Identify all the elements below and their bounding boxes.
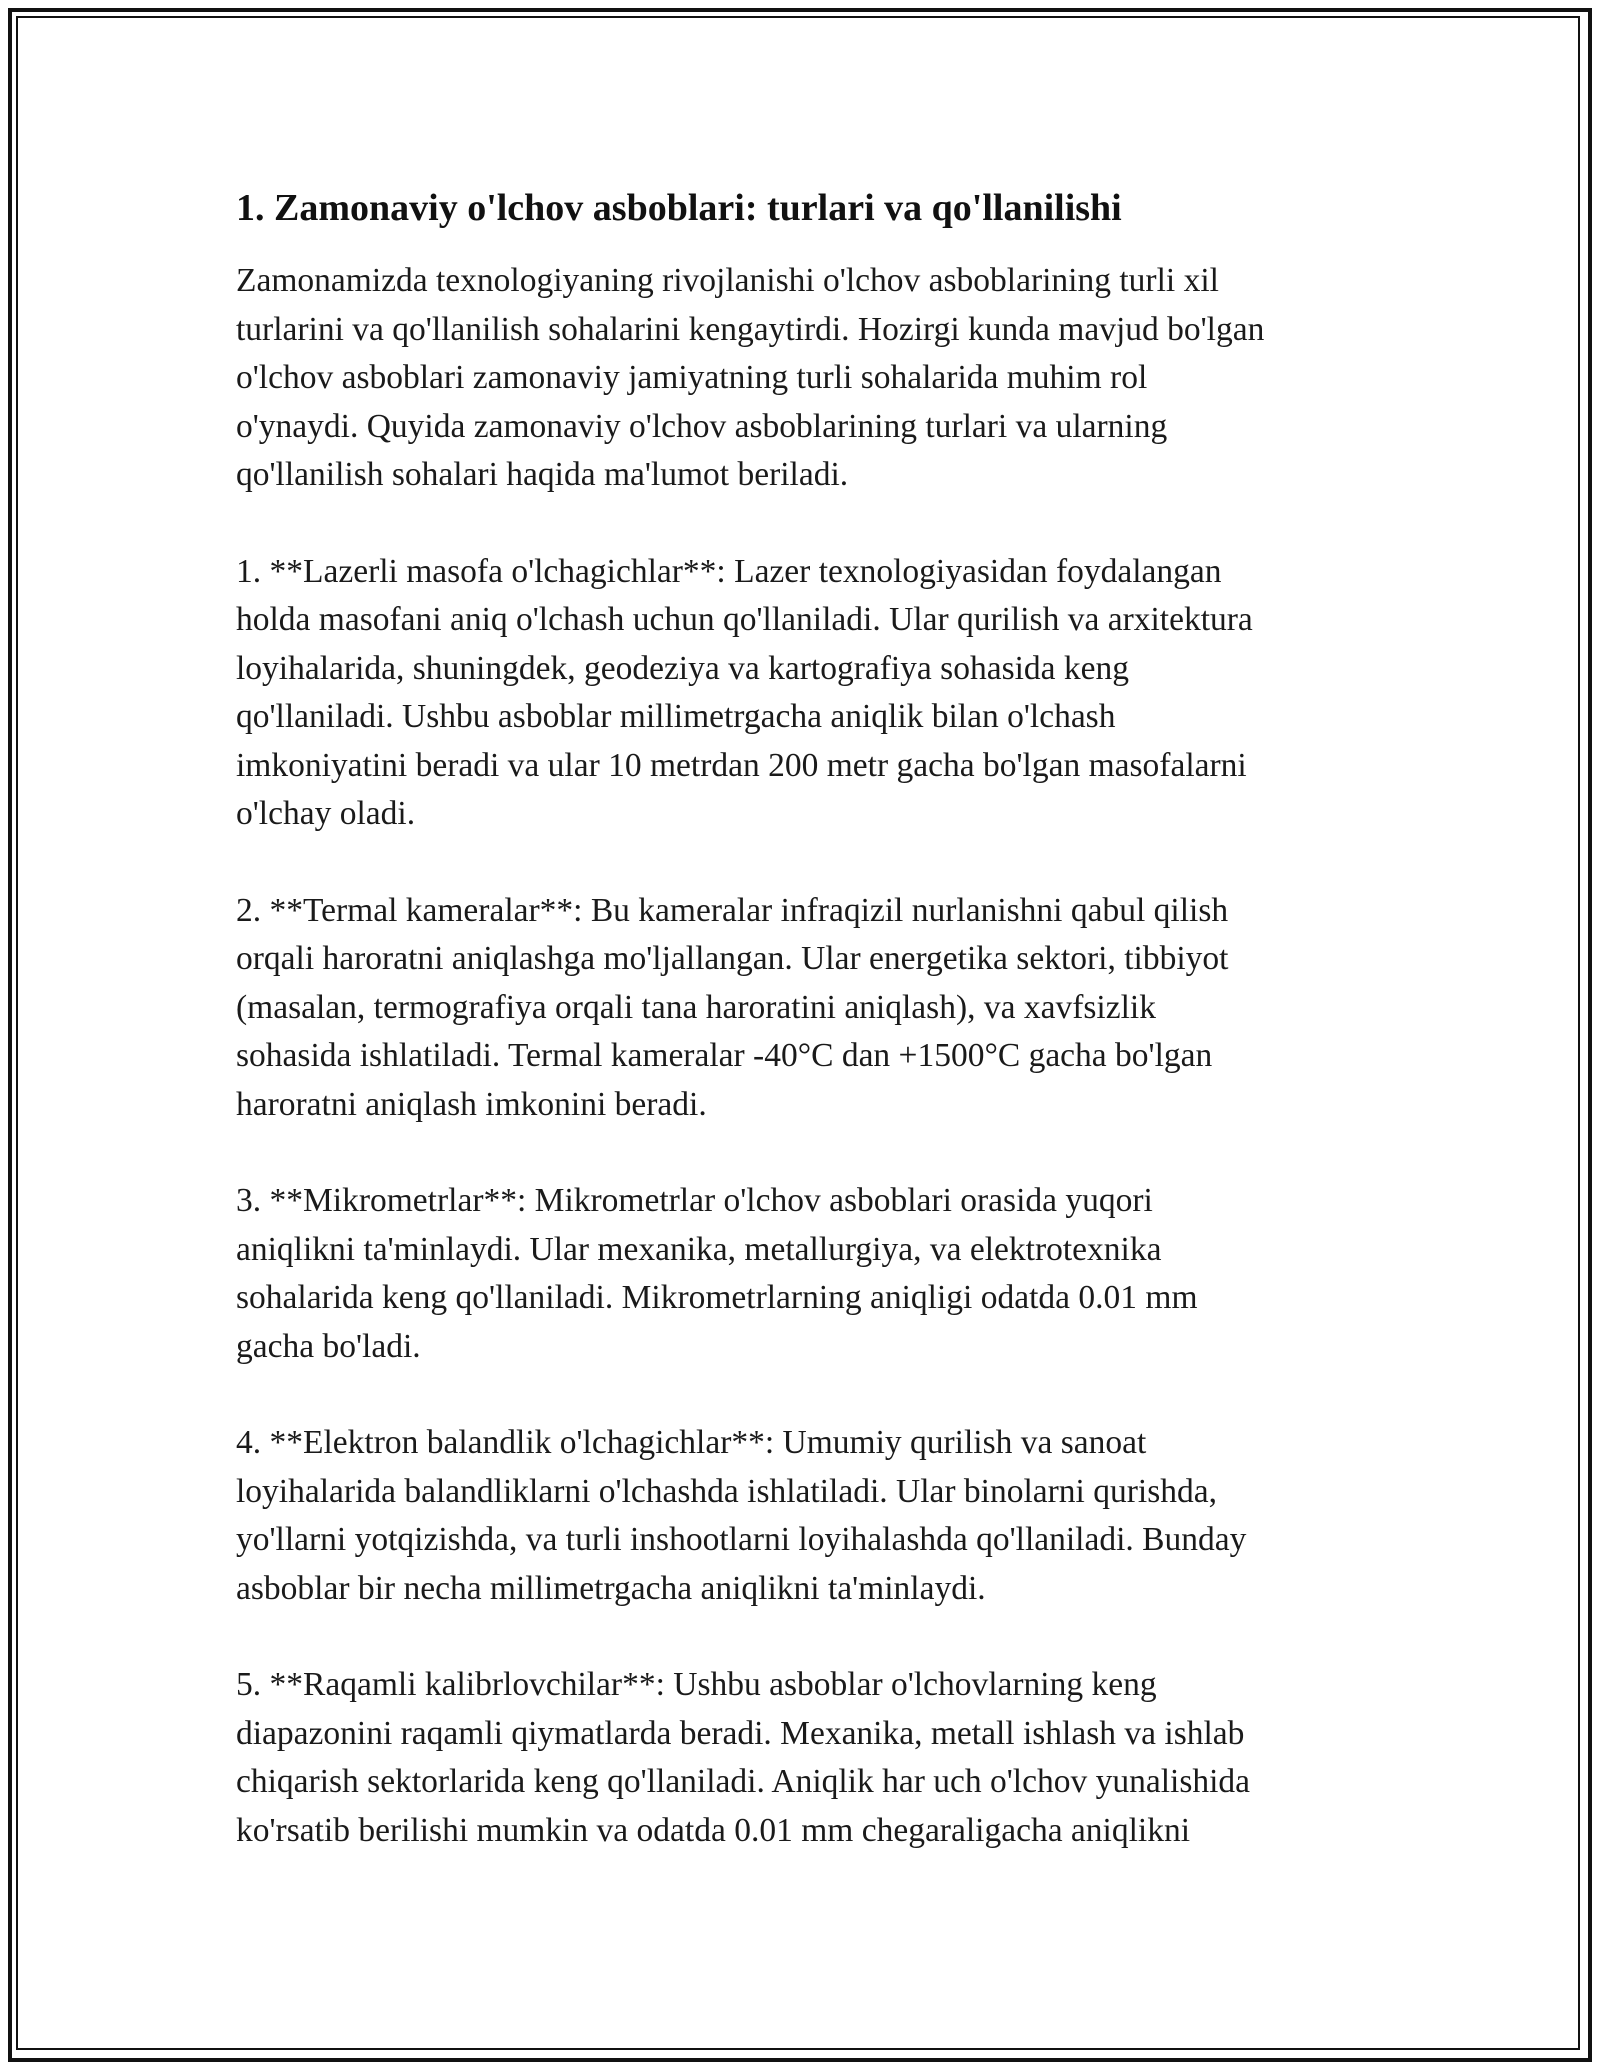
paragraph-micrometers: 3. **Mikrometrlar**: Mikrometrlar o'lchov asboblari orasida yuqori aniqlikni ta'minlaydi. Ular mexanika, metallurgiya, va elektrotexnika sohalarida keng qo'llaniladi. Mikrometrlarning aniqligi odatda 0.01 mm gacha bo'ladi.: [236, 1182, 1198, 1365]
document-title: 1. Zamonaviy o'lchov asboblari: turlari va qo'llanilishi: [236, 187, 1122, 229]
document-body: [236, 185, 1376, 1903]
paragraph-electronic-height-gauges: 4. **Elektron balandlik o'lchagichlar**: Umumiy qurilish va sanoat loyihalarida balandliklarni o'lchashda ishlatiladi. Ular binolarni qurishda, yo'llarni yotqizishda, va turli inshootlarni loyihalashda qo'llaniladi. Bunday asboblar bir necha millimetrgacha aniqlikni ta'minlaydi.: [236, 1424, 1247, 1607]
intro-paragraph: Zamonamizda texnologiyaning rivojlanishi o'lchov asboblarining turli xil turlarini va qo'llanilish sohalarini kengaytirdi. Hozirgi kunda mavjud bo'lgan o'lchov asboblari zamonaviy jamiyatning turli sohalarida muhim rol o'ynaydi. Quyida zamonaviy o'lchov asboblarining turlari va ularning qo'llanilish sohalari haqida ma'lumot beriladi.: [236, 262, 1265, 493]
paragraph-thermal-cameras: 2. **Termal kameralar**: Bu kameralar infraqizil nurlanishni qabul qilish orqali haroratni aniqlashga mo'ljallangan. Ular energetika sektori, tibbiyot (masalan, termografiya orqali tana haroratini aniqlash), va xavfsizlik sohasida ishlatiladi. Termal kameralar -40°C dan +1500°C gacha bo'lgan haroratni aniqlash imkonini beradi.: [236, 891, 1229, 1123]
paragraph-laser-distance-meters: 1. **Lazerli masofa o'lchagichlar**: Lazer texnologiyasidan foydalangan holda masofani aniq o'lchash uchun qo'llaniladi. Ular qurilish va arxitektura loyihalarida, shuningdek, geodeziya va kartografiya sohasida keng qo'llaniladi. Ushbu asboblar millimetrgacha aniqlik bilan o'lchash imkoniyatini beradi va ular 10 metrdan 200 metr gacha bo'lgan masofalarni o'lchay oladi.: [236, 552, 1253, 832]
paragraph-digital-calipers: 5. **Raqamli kalibrlovchilar**: Ushbu asboblar o'lchovlarning keng diapazonini raqamli qiymatlarda beradi. Mexanika, metall ishlash va ishlab chiqarish sektorlarida keng qo'llaniladi. Aniqlik har uch o'lchov yunalishida ko'rsatib berilishi mumkin va odatda 0.01 mm chegaraligacha aniqlikni: [236, 1666, 1251, 1849]
